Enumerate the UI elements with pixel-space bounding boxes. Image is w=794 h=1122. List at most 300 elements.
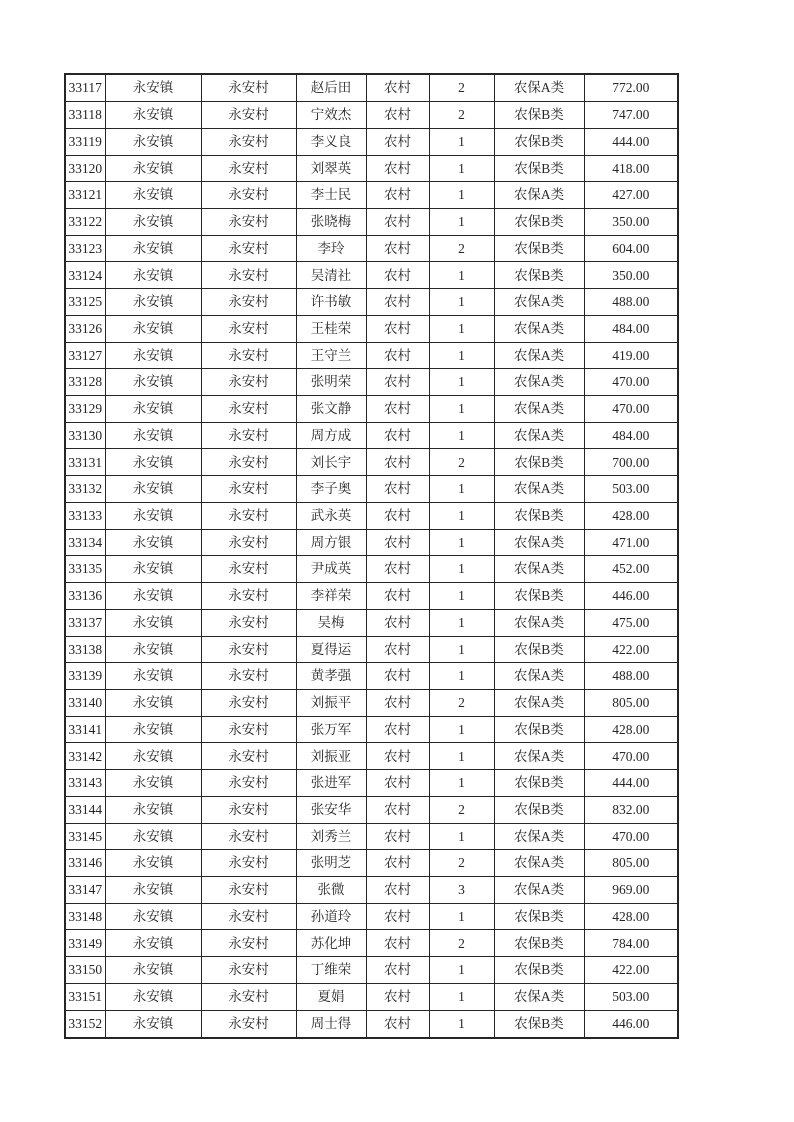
cell-insurance-category: 农保A类 xyxy=(494,315,584,342)
cell-person-count: 1 xyxy=(429,396,494,423)
cell-record-id: 33125 xyxy=(65,289,105,316)
cell-amount: 784.00 xyxy=(584,930,678,957)
table-row xyxy=(65,1010,678,1038)
cell-village: 永安村 xyxy=(201,850,296,877)
cell-record-id: 33139 xyxy=(65,663,105,690)
cell-amount: 422.00 xyxy=(584,957,678,984)
table-row xyxy=(65,369,678,396)
cell-person-name: 刘振平 xyxy=(296,689,366,716)
cell-village: 永安村 xyxy=(201,583,296,610)
table-row xyxy=(65,770,678,797)
cell-town: 永安镇 xyxy=(105,556,201,583)
table-row xyxy=(65,663,678,690)
cell-insurance-category: 农保B类 xyxy=(494,235,584,262)
cell-insurance-category: 农保A类 xyxy=(494,422,584,449)
cell-person-name: 宁效杰 xyxy=(296,102,366,129)
cell-village: 永安村 xyxy=(201,716,296,743)
table-row xyxy=(65,476,678,503)
cell-town: 永安镇 xyxy=(105,182,201,209)
table-row xyxy=(65,957,678,984)
cell-residence-type: 农村 xyxy=(366,449,429,476)
cell-village: 永安村 xyxy=(201,689,296,716)
cell-record-id: 33136 xyxy=(65,583,105,610)
cell-town: 永安镇 xyxy=(105,529,201,556)
cell-insurance-category: 农保A类 xyxy=(494,529,584,556)
cell-person-name: 李子奥 xyxy=(296,476,366,503)
cell-village: 永安村 xyxy=(201,369,296,396)
cell-residence-type: 农村 xyxy=(366,609,429,636)
cell-residence-type: 农村 xyxy=(366,476,429,503)
cell-person-count: 1 xyxy=(429,155,494,182)
cell-residence-type: 农村 xyxy=(366,342,429,369)
cell-person-name: 武永英 xyxy=(296,502,366,529)
table-row xyxy=(65,342,678,369)
cell-person-name: 丁维荣 xyxy=(296,957,366,984)
cell-insurance-category: 农保A类 xyxy=(494,689,584,716)
cell-village: 永安村 xyxy=(201,983,296,1010)
cell-village: 永安村 xyxy=(201,796,296,823)
cell-person-name: 刘振亚 xyxy=(296,743,366,770)
cell-amount: 427.00 xyxy=(584,182,678,209)
cell-person-count: 1 xyxy=(429,342,494,369)
cell-person-name: 周方成 xyxy=(296,422,366,449)
cell-insurance-category: 农保B类 xyxy=(494,770,584,797)
cell-town: 永安镇 xyxy=(105,289,201,316)
table-row xyxy=(65,689,678,716)
cell-amount: 969.00 xyxy=(584,876,678,903)
cell-record-id: 33126 xyxy=(65,315,105,342)
cell-insurance-category: 农保B类 xyxy=(494,449,584,476)
cell-record-id: 33145 xyxy=(65,823,105,850)
cell-person-count: 2 xyxy=(429,930,494,957)
cell-person-name: 张明荣 xyxy=(296,369,366,396)
table-row xyxy=(65,396,678,423)
cell-town: 永安镇 xyxy=(105,209,201,236)
cell-residence-type: 农村 xyxy=(366,556,429,583)
table-row xyxy=(65,850,678,877)
cell-record-id: 33150 xyxy=(65,957,105,984)
cell-person-count: 1 xyxy=(429,182,494,209)
cell-town: 永安镇 xyxy=(105,850,201,877)
cell-person-count: 1 xyxy=(429,209,494,236)
cell-amount: 418.00 xyxy=(584,155,678,182)
table-row xyxy=(65,102,678,129)
cell-residence-type: 农村 xyxy=(366,155,429,182)
cell-insurance-category: 农保A类 xyxy=(494,476,584,503)
cell-village: 永安村 xyxy=(201,743,296,770)
cell-amount: 428.00 xyxy=(584,903,678,930)
cell-amount: 422.00 xyxy=(584,636,678,663)
cell-insurance-category: 农保A类 xyxy=(494,663,584,690)
cell-village: 永安村 xyxy=(201,636,296,663)
cell-person-count: 1 xyxy=(429,770,494,797)
table-row xyxy=(65,796,678,823)
cell-person-name: 李义良 xyxy=(296,128,366,155)
cell-person-count: 1 xyxy=(429,716,494,743)
cell-amount: 484.00 xyxy=(584,422,678,449)
cell-residence-type: 农村 xyxy=(366,209,429,236)
cell-person-count: 2 xyxy=(429,449,494,476)
cell-insurance-category: 农保A类 xyxy=(494,74,584,102)
cell-insurance-category: 农保B类 xyxy=(494,502,584,529)
cell-insurance-category: 农保A类 xyxy=(494,396,584,423)
cell-village: 永安村 xyxy=(201,102,296,129)
cell-town: 永安镇 xyxy=(105,1010,201,1038)
cell-insurance-category: 农保B类 xyxy=(494,1010,584,1038)
cell-insurance-category: 农保B类 xyxy=(494,155,584,182)
cell-village: 永安村 xyxy=(201,262,296,289)
cell-residence-type: 农村 xyxy=(366,529,429,556)
cell-amount: 484.00 xyxy=(584,315,678,342)
cell-record-id: 33147 xyxy=(65,876,105,903)
cell-insurance-category: 农保A类 xyxy=(494,369,584,396)
cell-person-count: 1 xyxy=(429,128,494,155)
cell-town: 永安镇 xyxy=(105,396,201,423)
table-row xyxy=(65,716,678,743)
cell-amount: 700.00 xyxy=(584,449,678,476)
cell-record-id: 33149 xyxy=(65,930,105,957)
cell-residence-type: 农村 xyxy=(366,903,429,930)
cell-village: 永安村 xyxy=(201,422,296,449)
cell-amount: 832.00 xyxy=(584,796,678,823)
cell-town: 永安镇 xyxy=(105,502,201,529)
cell-insurance-category: 农保B类 xyxy=(494,636,584,663)
cell-person-count: 1 xyxy=(429,743,494,770)
cell-village: 永安村 xyxy=(201,1010,296,1038)
cell-person-count: 1 xyxy=(429,422,494,449)
cell-insurance-category: 农保A类 xyxy=(494,289,584,316)
cell-person-name: 许书敏 xyxy=(296,289,366,316)
cell-person-name: 张万军 xyxy=(296,716,366,743)
table-row xyxy=(65,529,678,556)
cell-person-count: 2 xyxy=(429,235,494,262)
cell-town: 永安镇 xyxy=(105,155,201,182)
cell-town: 永安镇 xyxy=(105,957,201,984)
cell-person-count: 1 xyxy=(429,957,494,984)
cell-residence-type: 农村 xyxy=(366,182,429,209)
cell-town: 永安镇 xyxy=(105,903,201,930)
cell-person-count: 1 xyxy=(429,903,494,930)
table-row xyxy=(65,743,678,770)
cell-insurance-category: 农保A类 xyxy=(494,876,584,903)
cell-amount: 444.00 xyxy=(584,128,678,155)
cell-town: 永安镇 xyxy=(105,102,201,129)
cell-record-id: 33130 xyxy=(65,422,105,449)
cell-town: 永安镇 xyxy=(105,876,201,903)
cell-person-count: 1 xyxy=(429,315,494,342)
cell-village: 永安村 xyxy=(201,663,296,690)
cell-person-name: 吴清社 xyxy=(296,262,366,289)
table-row xyxy=(65,876,678,903)
cell-insurance-category: 农保A类 xyxy=(494,823,584,850)
cell-record-id: 33128 xyxy=(65,369,105,396)
cell-residence-type: 农村 xyxy=(366,663,429,690)
cell-town: 永安镇 xyxy=(105,128,201,155)
cell-village: 永安村 xyxy=(201,903,296,930)
cell-residence-type: 农村 xyxy=(366,583,429,610)
cell-insurance-category: 农保A类 xyxy=(494,850,584,877)
cell-amount: 428.00 xyxy=(584,502,678,529)
table-row xyxy=(65,422,678,449)
cell-record-id: 33135 xyxy=(65,556,105,583)
cell-residence-type: 农村 xyxy=(366,262,429,289)
cell-residence-type: 农村 xyxy=(366,636,429,663)
cell-person-count: 2 xyxy=(429,74,494,102)
cell-amount: 747.00 xyxy=(584,102,678,129)
cell-village: 永安村 xyxy=(201,128,296,155)
table-body xyxy=(65,74,678,1038)
cell-village: 永安村 xyxy=(201,502,296,529)
cell-record-id: 33134 xyxy=(65,529,105,556)
cell-person-name: 刘秀兰 xyxy=(296,823,366,850)
cell-record-id: 33148 xyxy=(65,903,105,930)
cell-amount: 452.00 xyxy=(584,556,678,583)
cell-town: 永安镇 xyxy=(105,663,201,690)
cell-residence-type: 农村 xyxy=(366,823,429,850)
cell-amount: 488.00 xyxy=(584,663,678,690)
cell-record-id: 33120 xyxy=(65,155,105,182)
cell-person-count: 1 xyxy=(429,289,494,316)
cell-amount: 428.00 xyxy=(584,716,678,743)
cell-amount: 444.00 xyxy=(584,770,678,797)
cell-town: 永安镇 xyxy=(105,476,201,503)
cell-amount: 503.00 xyxy=(584,476,678,503)
cell-person-count: 1 xyxy=(429,663,494,690)
table-row xyxy=(65,556,678,583)
cell-town: 永安镇 xyxy=(105,930,201,957)
cell-person-count: 1 xyxy=(429,583,494,610)
cell-person-count: 2 xyxy=(429,850,494,877)
cell-insurance-category: 农保B类 xyxy=(494,209,584,236)
cell-person-name: 张安华 xyxy=(296,796,366,823)
cell-village: 永安村 xyxy=(201,235,296,262)
cell-village: 永安村 xyxy=(201,182,296,209)
cell-amount: 805.00 xyxy=(584,689,678,716)
cell-residence-type: 农村 xyxy=(366,102,429,129)
table-row xyxy=(65,903,678,930)
cell-residence-type: 农村 xyxy=(366,369,429,396)
cell-town: 永安镇 xyxy=(105,422,201,449)
cell-insurance-category: 农保B类 xyxy=(494,128,584,155)
cell-town: 永安镇 xyxy=(105,716,201,743)
cell-village: 永安村 xyxy=(201,449,296,476)
cell-residence-type: 农村 xyxy=(366,315,429,342)
cell-insurance-category: 农保B类 xyxy=(494,930,584,957)
cell-record-id: 33143 xyxy=(65,770,105,797)
cell-person-name: 张文静 xyxy=(296,396,366,423)
cell-record-id: 33141 xyxy=(65,716,105,743)
cell-village: 永安村 xyxy=(201,289,296,316)
cell-amount: 470.00 xyxy=(584,369,678,396)
table-row xyxy=(65,209,678,236)
cell-person-name: 孙道玲 xyxy=(296,903,366,930)
cell-village: 永安村 xyxy=(201,74,296,102)
cell-residence-type: 农村 xyxy=(366,74,429,102)
cell-amount: 419.00 xyxy=(584,342,678,369)
cell-record-id: 33124 xyxy=(65,262,105,289)
cell-residence-type: 农村 xyxy=(366,128,429,155)
cell-insurance-category: 农保A类 xyxy=(494,743,584,770)
cell-insurance-category: 农保B类 xyxy=(494,262,584,289)
table-row xyxy=(65,930,678,957)
cell-village: 永安村 xyxy=(201,315,296,342)
cell-village: 永安村 xyxy=(201,396,296,423)
cell-residence-type: 农村 xyxy=(366,743,429,770)
cell-record-id: 33121 xyxy=(65,182,105,209)
cell-person-name: 夏娟 xyxy=(296,983,366,1010)
cell-person-name: 张进军 xyxy=(296,770,366,797)
cell-amount: 350.00 xyxy=(584,262,678,289)
cell-amount: 772.00 xyxy=(584,74,678,102)
cell-residence-type: 农村 xyxy=(366,502,429,529)
cell-person-count: 1 xyxy=(429,823,494,850)
cell-village: 永安村 xyxy=(201,876,296,903)
cell-residence-type: 农村 xyxy=(366,930,429,957)
cell-person-name: 苏化坤 xyxy=(296,930,366,957)
cell-amount: 503.00 xyxy=(584,983,678,1010)
cell-insurance-category: 农保A类 xyxy=(494,609,584,636)
cell-amount: 446.00 xyxy=(584,1010,678,1038)
cell-residence-type: 农村 xyxy=(366,396,429,423)
cell-town: 永安镇 xyxy=(105,235,201,262)
cell-person-name: 周方银 xyxy=(296,529,366,556)
cell-record-id: 33129 xyxy=(65,396,105,423)
cell-town: 永安镇 xyxy=(105,74,201,102)
cell-town: 永安镇 xyxy=(105,369,201,396)
cell-record-id: 33142 xyxy=(65,743,105,770)
cell-amount: 446.00 xyxy=(584,583,678,610)
cell-person-name: 李祥荣 xyxy=(296,583,366,610)
cell-village: 永安村 xyxy=(201,770,296,797)
table-row xyxy=(65,636,678,663)
cell-residence-type: 农村 xyxy=(366,983,429,1010)
cell-person-count: 1 xyxy=(429,556,494,583)
cell-village: 永安村 xyxy=(201,609,296,636)
cell-amount: 604.00 xyxy=(584,235,678,262)
cell-person-name: 黄孝强 xyxy=(296,663,366,690)
cell-residence-type: 农村 xyxy=(366,1010,429,1038)
cell-person-name: 张微 xyxy=(296,876,366,903)
cell-record-id: 33144 xyxy=(65,796,105,823)
cell-amount: 475.00 xyxy=(584,609,678,636)
cell-residence-type: 农村 xyxy=(366,716,429,743)
cell-village: 永安村 xyxy=(201,529,296,556)
cell-town: 永安镇 xyxy=(105,770,201,797)
cell-person-count: 1 xyxy=(429,983,494,1010)
cell-residence-type: 农村 xyxy=(366,876,429,903)
cell-village: 永安村 xyxy=(201,957,296,984)
cell-amount: 488.00 xyxy=(584,289,678,316)
cell-person-count: 2 xyxy=(429,796,494,823)
cell-record-id: 33123 xyxy=(65,235,105,262)
cell-town: 永安镇 xyxy=(105,609,201,636)
cell-record-id: 33138 xyxy=(65,636,105,663)
cell-insurance-category: 农保B类 xyxy=(494,903,584,930)
cell-record-id: 33137 xyxy=(65,609,105,636)
table-row xyxy=(65,609,678,636)
cell-person-name: 周士得 xyxy=(296,1010,366,1038)
cell-record-id: 33118 xyxy=(65,102,105,129)
table-row xyxy=(65,74,678,102)
cell-person-count: 2 xyxy=(429,102,494,129)
cell-town: 永安镇 xyxy=(105,262,201,289)
cell-person-name: 赵后田 xyxy=(296,74,366,102)
cell-record-id: 33127 xyxy=(65,342,105,369)
table-row xyxy=(65,823,678,850)
cell-person-name: 张晓梅 xyxy=(296,209,366,236)
cell-village: 永安村 xyxy=(201,930,296,957)
cell-residence-type: 农村 xyxy=(366,770,429,797)
cell-residence-type: 农村 xyxy=(366,850,429,877)
cell-amount: 470.00 xyxy=(584,743,678,770)
cell-town: 永安镇 xyxy=(105,983,201,1010)
cell-record-id: 33133 xyxy=(65,502,105,529)
table-row xyxy=(65,128,678,155)
cell-person-count: 1 xyxy=(429,369,494,396)
cell-person-count: 1 xyxy=(429,609,494,636)
cell-person-name: 王守兰 xyxy=(296,342,366,369)
cell-person-name: 尹成英 xyxy=(296,556,366,583)
cell-record-id: 33140 xyxy=(65,689,105,716)
table-row xyxy=(65,449,678,476)
table-row xyxy=(65,155,678,182)
cell-person-count: 3 xyxy=(429,876,494,903)
cell-record-id: 33122 xyxy=(65,209,105,236)
cell-person-name: 夏得运 xyxy=(296,636,366,663)
cell-village: 永安村 xyxy=(201,556,296,583)
cell-town: 永安镇 xyxy=(105,636,201,663)
cell-insurance-category: 农保B类 xyxy=(494,583,584,610)
cell-insurance-category: 农保B类 xyxy=(494,796,584,823)
cell-town: 永安镇 xyxy=(105,449,201,476)
cell-record-id: 33131 xyxy=(65,449,105,476)
cell-insurance-category: 农保B类 xyxy=(494,102,584,129)
cell-person-count: 2 xyxy=(429,689,494,716)
cell-person-name: 李玲 xyxy=(296,235,366,262)
cell-village: 永安村 xyxy=(201,209,296,236)
cell-insurance-category: 农保B类 xyxy=(494,957,584,984)
cell-town: 永安镇 xyxy=(105,342,201,369)
cell-record-id: 33146 xyxy=(65,850,105,877)
cell-town: 永安镇 xyxy=(105,796,201,823)
cell-village: 永安村 xyxy=(201,155,296,182)
cell-residence-type: 农村 xyxy=(366,235,429,262)
cell-residence-type: 农村 xyxy=(366,422,429,449)
cell-person-count: 1 xyxy=(429,262,494,289)
table-row xyxy=(65,983,678,1010)
table-row xyxy=(65,289,678,316)
cell-person-count: 1 xyxy=(429,1010,494,1038)
cell-insurance-category: 农保B类 xyxy=(494,716,584,743)
cell-person-name: 吴梅 xyxy=(296,609,366,636)
table-row xyxy=(65,502,678,529)
cell-insurance-category: 农保A类 xyxy=(494,182,584,209)
table-row xyxy=(65,583,678,610)
table-row xyxy=(65,262,678,289)
benefits-table-container xyxy=(64,73,679,1039)
cell-residence-type: 农村 xyxy=(366,289,429,316)
cell-residence-type: 农村 xyxy=(366,689,429,716)
cell-amount: 471.00 xyxy=(584,529,678,556)
cell-town: 永安镇 xyxy=(105,315,201,342)
cell-town: 永安镇 xyxy=(105,583,201,610)
cell-person-count: 1 xyxy=(429,636,494,663)
cell-amount: 350.00 xyxy=(584,209,678,236)
cell-village: 永安村 xyxy=(201,342,296,369)
cell-record-id: 33151 xyxy=(65,983,105,1010)
cell-insurance-category: 农保A类 xyxy=(494,342,584,369)
cell-person-name: 张明芝 xyxy=(296,850,366,877)
